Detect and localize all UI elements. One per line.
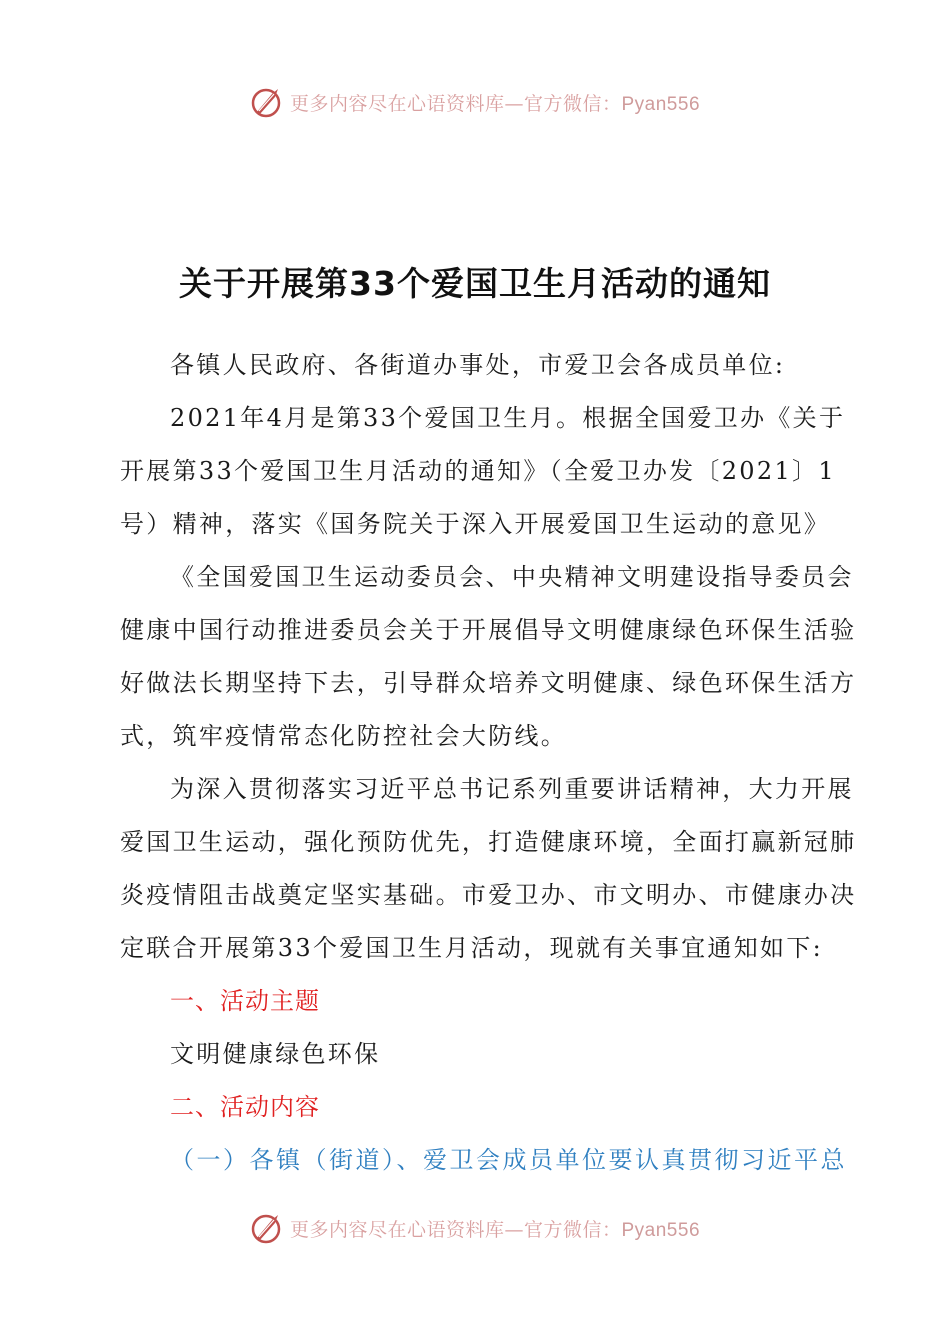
paragraph-line: 为深入贯彻落实习近平总书记系列重要讲话精神，大力开展 [170, 775, 854, 803]
paragraph-line: 健康中国行动推进委员会关于开展倡导文明健康绿色环保生活验 [120, 616, 857, 644]
watermark-text: 更多内容尽在心语资料库—官方微信：Pyan556 [289, 92, 701, 115]
paragraph-line: 式，筑牢疫情常态化防控社会大防线。 [120, 722, 568, 750]
paragraph-line: 开展第33个爱国卫生月活动的通知》（全爱卫办发〔2021〕1 [120, 457, 836, 485]
pen-nib-circle-icon [250, 1211, 284, 1245]
watermark-header [0, 82, 950, 122]
paragraph-line: 2021年4月是第33个爱国卫生月。根据全国爱卫办《关于 [170, 404, 846, 432]
watermark-footer [0, 1208, 950, 1248]
paragraph-line: 定联合开展第33个爱国卫生月活动，现就有关事宜通知如下: [120, 934, 824, 962]
watermark-text: 更多内容尽在心语资料库—官方微信：Pyan556 [289, 1218, 701, 1241]
paragraph-line: 爱国卫生运动，强化预防优先，打造健康环境，全面打赢新冠肺 [120, 828, 857, 856]
paragraph-line: 《全国爱国卫生运动委员会、中央精神文明建设指导委员会 [170, 563, 854, 591]
document-title: 关于开展第33个爱国卫生月活动的通知 [179, 264, 771, 303]
section-heading-content: 二、活动内容 [170, 1093, 320, 1121]
paragraph-line: 炎疫情阻击战奠定坚实基础。市爱卫办、市文明办、市健康办决 [120, 881, 857, 909]
paragraph-line: 好做法长期坚持下去，引导群众培养文明健康、绿色环保生活方 [120, 669, 857, 697]
section-theme-content: 文明健康绿色环保 [170, 1040, 381, 1068]
subsection-heading: （一）各镇（街道）、爱卫会成员单位要认真贯彻习近平总 [170, 1146, 847, 1174]
paragraph-line: 号）精神，落实《国务院关于深入开展爱国卫生运动的意见》 [120, 510, 831, 538]
salutation: 各镇人民政府、各街道办事处，市爱卫会各成员单位: [170, 351, 786, 379]
section-heading-theme: 一、活动主题 [170, 987, 320, 1015]
document-body [120, 339, 857, 1187]
pen-nib-circle-icon [250, 85, 284, 119]
